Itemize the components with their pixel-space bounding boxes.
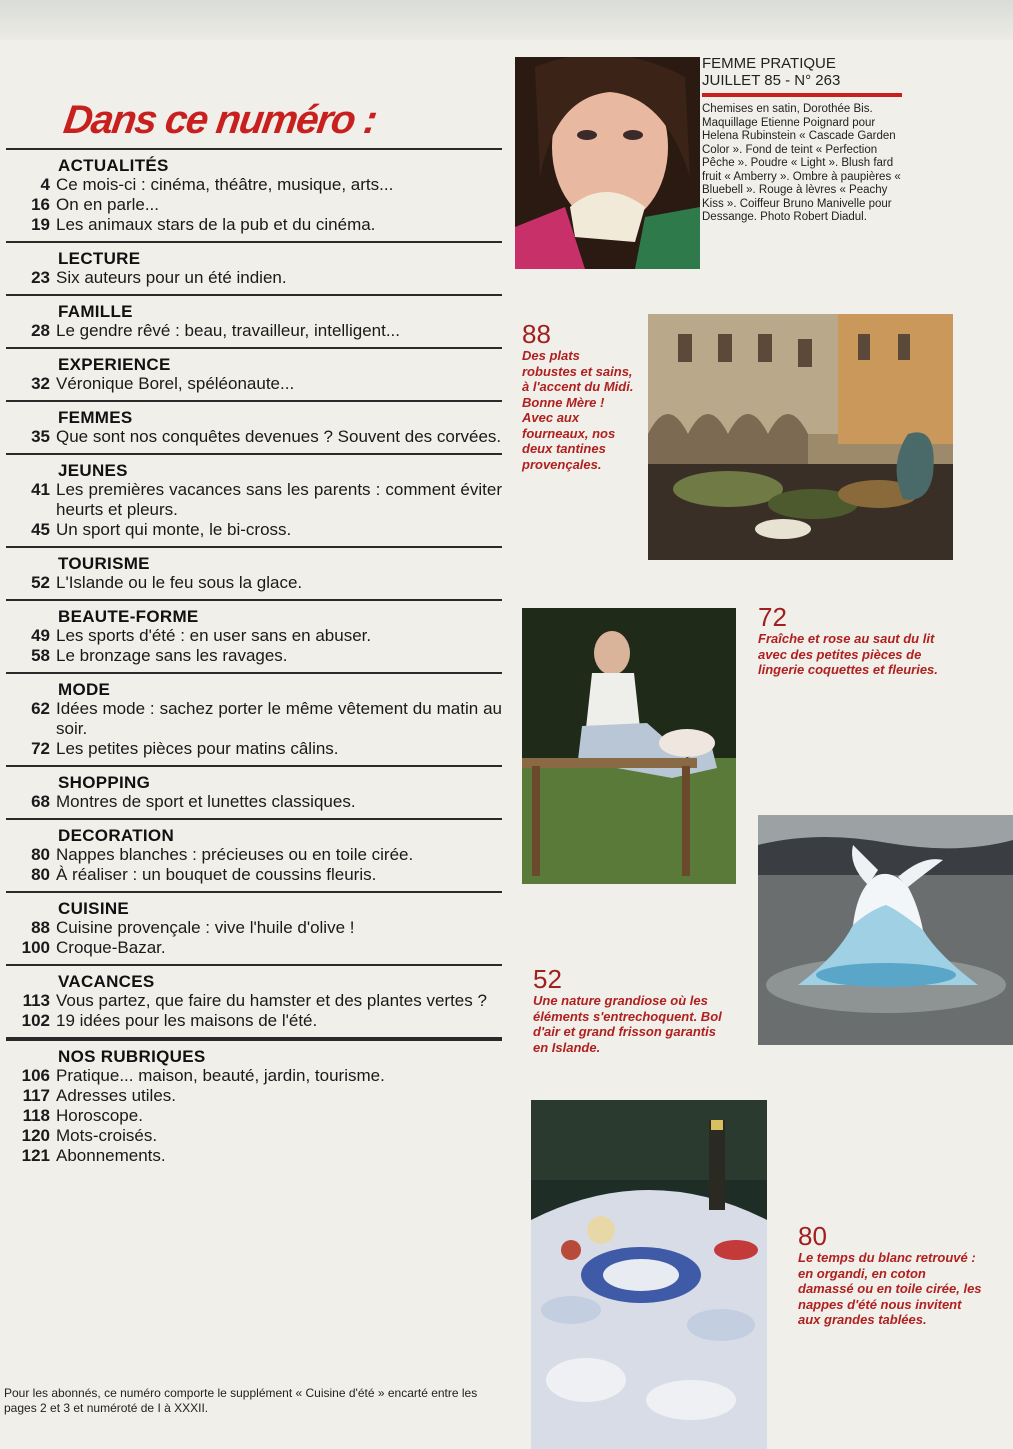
entry-title: Six auteurs pour un été indien. bbox=[56, 268, 287, 287]
entry-title: Les premières vacances sans les parents : comment éviter heurts et pleurs. bbox=[56, 480, 502, 519]
entry-title: Ce mois-ci : cinéma, théâtre, musique, arts... bbox=[56, 175, 394, 194]
entry-title: Vous partez, que faire du hamster et des plantes vertes ? bbox=[56, 991, 487, 1010]
entry-page-number: 80 bbox=[31, 865, 50, 884]
toc-entry bbox=[6, 573, 502, 593]
entry-title: L'Islande ou le feu sous la glace. bbox=[56, 573, 303, 592]
entry-page-number: 4 bbox=[40, 175, 50, 194]
entry-page-number: 49 bbox=[31, 626, 50, 645]
caption-text: Fraîche et rose au saut du lit avec des petites pièces de lingerie coquettes et fleuries. bbox=[758, 631, 938, 677]
caption-page-number: 80 bbox=[798, 1221, 827, 1251]
toc-entry bbox=[6, 865, 502, 885]
toc-section bbox=[6, 601, 502, 672]
entry-title: Abonnements. bbox=[56, 1146, 166, 1165]
caption-72 bbox=[758, 603, 948, 678]
toc-entry bbox=[6, 918, 502, 938]
cover-issue: JUILLET 85 - N° 263 bbox=[702, 72, 841, 89]
entry-title: Nappes blanches : précieuses ou en toile cirée. bbox=[56, 845, 414, 864]
toc-entry bbox=[6, 1126, 502, 1146]
entry-page-number: 32 bbox=[31, 374, 50, 393]
entry-page-number: 23 bbox=[31, 268, 50, 287]
entry-page-number: 88 bbox=[31, 918, 50, 937]
cover-magazine-name: FEMME PRATIQUE bbox=[702, 55, 836, 72]
page-title: Dans ce numéro : bbox=[60, 98, 379, 142]
toc-entry bbox=[6, 1011, 502, 1031]
entry-title: Idées mode : sachez porter le même vêtement du matin au soir. bbox=[56, 699, 502, 738]
toc-entry bbox=[6, 520, 502, 540]
entry-page-number: 28 bbox=[31, 321, 50, 340]
entry-page-number: 106 bbox=[21, 1066, 50, 1085]
caption-88 bbox=[522, 320, 637, 472]
entry-page-number: 120 bbox=[21, 1126, 50, 1145]
entry-page-number: 35 bbox=[31, 427, 50, 446]
section-heading: ACTUALITÉS bbox=[58, 156, 169, 175]
table-setting-photo bbox=[531, 1100, 767, 1449]
toc-entry bbox=[6, 480, 502, 520]
toc-section bbox=[6, 893, 502, 964]
section-heading: EXPERIENCE bbox=[58, 355, 171, 374]
toc-entry bbox=[6, 938, 502, 958]
toc-section bbox=[6, 674, 502, 765]
caption-page-number: 88 bbox=[522, 319, 551, 349]
section-heading: NOS RUBRIQUES bbox=[58, 1047, 206, 1066]
entry-title: Montres de sport et lunettes classiques. bbox=[56, 792, 356, 811]
section-heading: SHOPPING bbox=[58, 773, 151, 792]
entry-page-number: 45 bbox=[31, 520, 50, 539]
toc-entry bbox=[6, 792, 502, 812]
caption-52 bbox=[533, 965, 733, 1055]
toc-section bbox=[6, 455, 502, 546]
entry-page-number: 41 bbox=[31, 480, 50, 499]
section-heading: FAMILLE bbox=[58, 302, 133, 321]
entry-title: Cuisine provençale : vive l'huile d'olive ! bbox=[56, 918, 355, 937]
entry-title: Un sport qui monte, le bi-cross. bbox=[56, 520, 292, 539]
provence-food-photo bbox=[648, 314, 953, 560]
entry-page-number: 68 bbox=[31, 792, 50, 811]
entry-title: Les petites pièces pour matins câlins. bbox=[56, 739, 339, 758]
entry-title: On en parle... bbox=[56, 195, 160, 214]
toc-entry bbox=[6, 699, 502, 739]
toc-section bbox=[6, 1041, 502, 1172]
section-heading: BEAUTE-FORME bbox=[58, 607, 199, 626]
iceland-geyser-photo bbox=[758, 815, 1013, 1045]
cover-credits: Chemises en satin, Dorothée Bis. Maquillage Etienne Poignard pour Helena Rubinstein « Cascade Garden Color ». Fond de teint « Perfection Pêche ». Poudre « Light ». Blush fard fruit « Amberry ». Ombre à paupières « Bluebell ». Rouge à lèvres « Peachy Kiss ». Coiffeur Bruno Manivelle pour Dessange. Photo Robert Diadul. bbox=[702, 103, 901, 223]
toc-entry bbox=[6, 1106, 502, 1126]
entry-page-number: 118 bbox=[22, 1106, 50, 1125]
entry-title: Que sont nos conquêtes devenues ? Souvent des corvées. bbox=[56, 427, 502, 446]
toc-entry bbox=[6, 739, 502, 759]
entry-page-number: 80 bbox=[31, 845, 50, 864]
caption-page-number: 52 bbox=[533, 964, 562, 994]
toc-section bbox=[6, 150, 502, 241]
toc-section bbox=[6, 349, 502, 400]
toc-section bbox=[6, 243, 502, 294]
toc-section bbox=[6, 402, 502, 453]
toc-entry bbox=[6, 427, 502, 447]
entry-page-number: 72 bbox=[31, 739, 50, 758]
toc-entry bbox=[6, 626, 502, 646]
entry-title: Véronique Borel, spéléonaute... bbox=[56, 374, 295, 393]
entry-page-number: 19 bbox=[31, 215, 50, 234]
table-of-contents bbox=[6, 148, 502, 1172]
entry-page-number: 52 bbox=[31, 573, 50, 592]
caption-page-number: 72 bbox=[758, 602, 787, 632]
entry-title: Les sports d'été : en user sans en abuser. bbox=[56, 626, 372, 645]
entry-page-number: 100 bbox=[21, 938, 50, 957]
toc-section bbox=[6, 966, 502, 1037]
caption-text: Des plats robustes et sains, à l'accent du Midi. Bonne Mère ! Avec aux fourneaux, nos deux tantines provençales. bbox=[522, 348, 634, 472]
entry-title: 19 idées pour les maisons de l'été. bbox=[56, 1011, 318, 1030]
entry-title: Pratique... maison, beauté, jardin, tourisme. bbox=[56, 1066, 385, 1085]
toc-section bbox=[6, 767, 502, 818]
toc-entry bbox=[6, 991, 502, 1011]
section-heading: CUISINE bbox=[58, 899, 130, 918]
entry-title: À réaliser : un bouquet de coussins fleuris. bbox=[56, 865, 377, 884]
toc-entry bbox=[6, 646, 502, 666]
entry-title: Le gendre rêvé : beau, travailleur, intelligent... bbox=[56, 321, 400, 340]
toc-entry bbox=[6, 195, 502, 215]
section-heading: LECTURE bbox=[58, 249, 141, 268]
entry-title: Horoscope. bbox=[56, 1106, 143, 1125]
section-heading: TOURISME bbox=[58, 554, 150, 573]
entry-page-number: 16 bbox=[31, 195, 50, 214]
toc-entry bbox=[6, 321, 502, 341]
toc-entry bbox=[6, 845, 502, 865]
toc-entry bbox=[6, 268, 502, 288]
toc-section bbox=[6, 820, 502, 891]
entry-page-number: 113 bbox=[22, 991, 50, 1010]
entry-page-number: 117 bbox=[22, 1086, 50, 1105]
toc-section bbox=[6, 296, 502, 347]
lingerie-photo bbox=[522, 608, 736, 884]
toc-section bbox=[6, 548, 502, 599]
toc-entry bbox=[6, 1066, 502, 1086]
section-heading: MODE bbox=[58, 680, 111, 699]
entry-page-number: 121 bbox=[21, 1146, 50, 1165]
entry-page-number: 58 bbox=[31, 646, 50, 665]
entry-title: Croque-Bazar. bbox=[56, 938, 166, 957]
section-heading: VACANCES bbox=[58, 972, 155, 991]
entry-title: Le bronzage sans les ravages. bbox=[56, 646, 288, 665]
toc-entry bbox=[6, 175, 502, 195]
section-heading: FEMMES bbox=[58, 408, 133, 427]
entry-title: Adresses utiles. bbox=[56, 1086, 176, 1105]
caption-80 bbox=[798, 1222, 983, 1328]
toc-entry bbox=[6, 1146, 502, 1166]
section-heading: JEUNES bbox=[58, 461, 128, 480]
toc-entry bbox=[6, 374, 502, 394]
toc-entry bbox=[6, 1086, 502, 1106]
entry-page-number: 102 bbox=[21, 1011, 50, 1030]
toc-entry bbox=[6, 215, 502, 235]
entry-title: Les animaux stars de la pub et du cinéma. bbox=[56, 215, 376, 234]
caption-text: Une nature grandiose où les éléments s'entrechoquent. Bol d'air et grand frisson garantis en Islande. bbox=[533, 993, 722, 1055]
caption-text: Le temps du blanc retrouvé : en organdi, en coton damassé ou en toile cirée, les nappes d'été nous invitent aux grandes tablées. bbox=[798, 1250, 982, 1327]
section-heading: DECORATION bbox=[58, 826, 175, 845]
cover-photo bbox=[515, 57, 700, 269]
accent-bar bbox=[702, 93, 902, 97]
entry-title: Mots-croisés. bbox=[56, 1126, 158, 1145]
cover-info bbox=[702, 55, 907, 225]
entry-page-number: 62 bbox=[31, 699, 50, 718]
footer-note: Pour les abonnés, ce numéro comporte le supplément « Cuisine d'été » encarté entre les pages 2 et 3 et numéroté de I à XXXII. bbox=[4, 1386, 478, 1415]
